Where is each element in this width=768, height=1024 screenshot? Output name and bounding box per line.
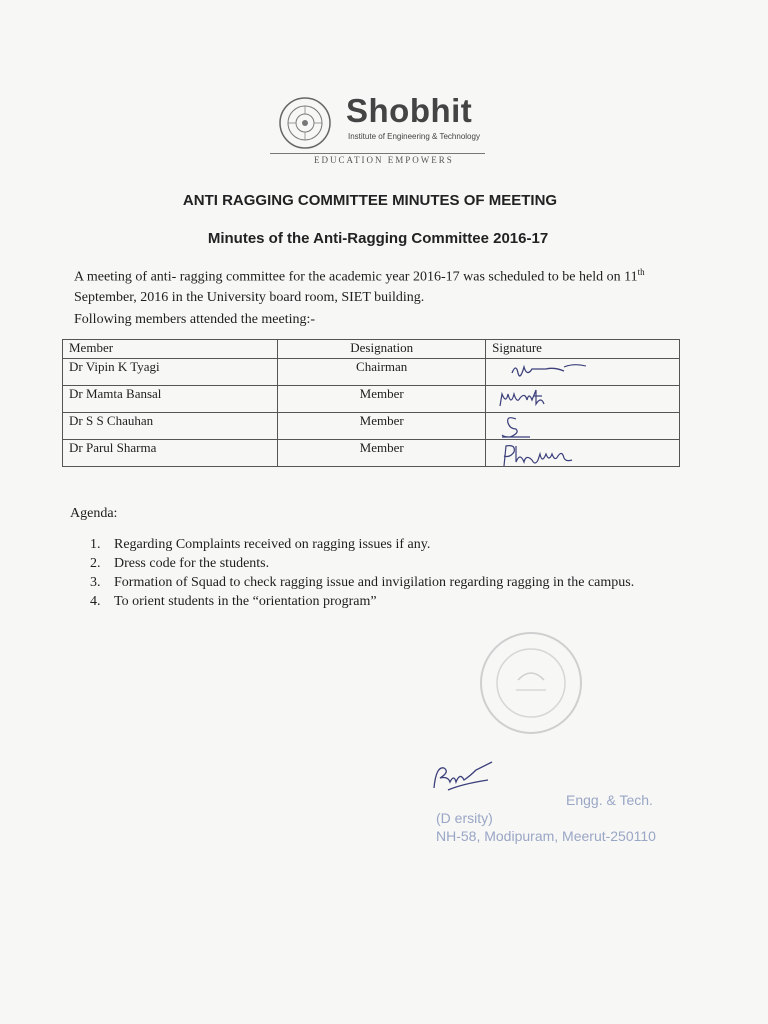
document-title: ANTI RAGGING COMMITTEE MINUTES OF MEETING <box>182 192 558 209</box>
office-stamp <box>424 764 694 854</box>
member-designation: Member <box>278 413 486 440</box>
agenda-number: 4. <box>90 594 101 609</box>
list-item <box>72 555 670 572</box>
attendance-intro: Following members attended the meeting:- <box>74 312 316 327</box>
member-designation: Member <box>278 386 486 413</box>
agenda-text: Formation of Squad to check ragging issue and invigilation regarding ragging in the campus. <box>114 575 635 590</box>
list-item <box>72 574 670 591</box>
intro-text-start: A meeting of anti- ragging committee for the academic year 2016-17 was scheduled to be held on 11 <box>74 269 638 285</box>
header-member: Member <box>63 340 278 359</box>
institute-seal-logo <box>278 96 332 150</box>
intro-paragraph <box>74 262 684 308</box>
member-name: Dr Vipin K Tyagi <box>63 359 278 386</box>
signature-cell <box>486 440 680 467</box>
tagline-rule <box>270 153 485 154</box>
stamp-line-3: NH-58, Modipuram, Meerut-250110 <box>436 828 656 844</box>
brand-subtitle: Institute of Engineering & Technology <box>348 132 480 141</box>
handwritten-signature <box>494 440 624 468</box>
members-table <box>62 339 680 467</box>
document-subtitle: Minutes of the Anti-Ragging Committee 2016-17 <box>207 230 549 247</box>
agenda-text: Dress code for the students. <box>114 556 270 571</box>
letterhead <box>270 92 485 172</box>
agenda-number: 1. <box>90 537 101 552</box>
list-item <box>72 593 670 610</box>
member-designation: Chairman <box>278 359 486 386</box>
member-name: Dr Mamta Bansal <box>63 386 278 413</box>
handwritten-signature <box>494 359 614 385</box>
handwritten-signature <box>494 386 624 412</box>
agenda-number: 2. <box>90 556 101 571</box>
stamp-line-2: (D ersity) <box>436 810 493 826</box>
tagline: EDUCATION EMPOWERS <box>314 155 454 165</box>
table-row <box>63 413 680 440</box>
signature-cell <box>486 413 680 440</box>
intro-superscript: th <box>637 267 645 277</box>
agenda-text: To orient students in the “orientation program” <box>114 594 377 609</box>
table-row <box>63 440 680 467</box>
agenda-text: Regarding Complaints received on ragging issues if any. <box>114 537 431 552</box>
member-designation: Member <box>278 440 486 467</box>
member-name: Dr Parul Sharma <box>63 440 278 467</box>
stamp-line-1: Engg. & Tech. <box>566 792 653 808</box>
brand-name: Shobhit <box>346 92 473 129</box>
signature-cell <box>486 359 680 386</box>
list-item <box>72 536 670 553</box>
table-header-row <box>63 340 680 359</box>
table-row <box>63 359 680 386</box>
header-signature: Signature <box>486 340 680 359</box>
agenda-list <box>72 536 670 612</box>
header-designation: Designation <box>278 340 486 359</box>
round-stamp-seal <box>478 630 584 736</box>
signature-cell <box>486 386 680 413</box>
agenda-label: Agenda: <box>70 506 118 521</box>
table-row <box>63 386 680 413</box>
handwritten-signature <box>494 413 554 439</box>
intro-text-end: September, 2016 in the University board room, SIET building. <box>74 289 425 305</box>
member-name: Dr S S Chauhan <box>63 413 278 440</box>
agenda-number: 3. <box>90 575 101 590</box>
